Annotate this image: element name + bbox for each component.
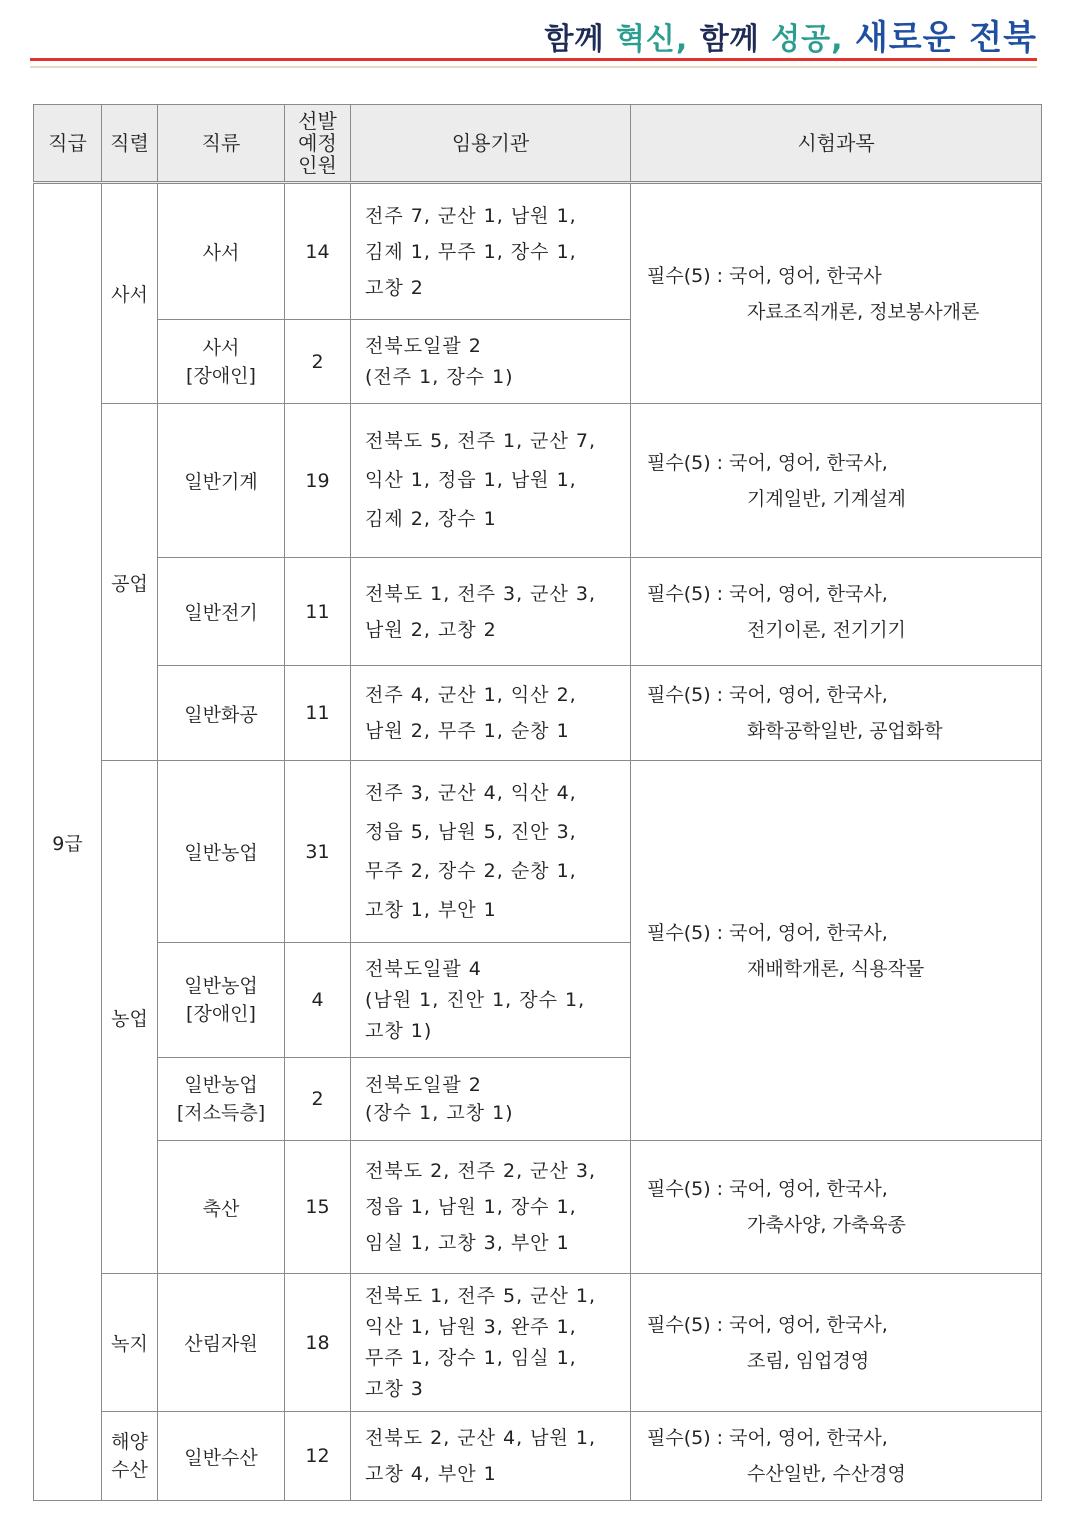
recruitment-table xyxy=(33,104,1042,1501)
table-header-row xyxy=(34,105,1042,183)
header-count xyxy=(285,105,351,183)
subjects-cell xyxy=(631,666,1042,761)
slogan-brand: 새로운 전북 xyxy=(854,18,1037,58)
slogan-prefix-2: 함께 xyxy=(699,22,760,57)
subjects-cell xyxy=(631,1412,1042,1501)
series-cell: 농업 xyxy=(102,761,158,1274)
agency-line: 고창 1, 부안 1 xyxy=(365,898,497,921)
agency-line: 무주 1, 장수 1, 임실 1, xyxy=(365,1346,577,1369)
subjects-required: 필수(5) : 국어, 영어, 한국사, xyxy=(647,921,888,944)
class-line: 사서 xyxy=(202,336,240,359)
subjects-major: 자료조직개론, 정보봉사개론 xyxy=(747,300,980,323)
class-cell xyxy=(158,320,285,404)
subjects-cell xyxy=(631,761,1042,1141)
slogan-word-2: 성공, xyxy=(771,22,844,57)
agency-line: 전북도 5, 전주 1, 군산 7, xyxy=(365,430,597,452)
count-cell: 14 xyxy=(285,183,351,320)
series-cell: 녹지 xyxy=(102,1274,158,1412)
agency-line: 전주 7, 군산 1, 남원 1, xyxy=(365,204,577,227)
subjects-major: 가축사양, 가축육종 xyxy=(747,1214,906,1236)
class-cell: 일반전기 xyxy=(158,558,285,666)
header-count-line: 예정 xyxy=(298,131,337,155)
series-cell xyxy=(102,1412,158,1501)
header-class: 직류 xyxy=(158,105,285,183)
agency-line: 김제 2, 장수 1 xyxy=(365,508,497,530)
agency-line: 익산 1, 남원 3, 완주 1, xyxy=(365,1315,577,1338)
table-row xyxy=(34,404,1042,558)
agency-line: (전주 1, 장수 1) xyxy=(365,365,514,388)
agency-cell xyxy=(351,761,631,943)
agency-cell xyxy=(351,558,631,666)
class-line: 일반농업 xyxy=(184,975,258,997)
class-cell: 축산 xyxy=(158,1141,285,1274)
subjects-major: 전기이론, 전기기기 xyxy=(747,618,906,641)
agency-line: 정읍 5, 남원 5, 진안 3, xyxy=(365,820,577,843)
count-cell: 4 xyxy=(285,943,351,1058)
count-cell: 2 xyxy=(285,320,351,404)
agency-cell xyxy=(351,404,631,558)
agency-line: 임실 1, 고창 3, 부안 1 xyxy=(365,1232,570,1254)
agency-line: 전북도 1, 전주 3, 군산 3, xyxy=(365,582,597,605)
subjects-cell xyxy=(631,1274,1042,1412)
agency-line: (장수 1, 고창 1) xyxy=(365,1102,514,1124)
header-series: 직렬 xyxy=(102,105,158,183)
class-cell xyxy=(158,1058,285,1141)
subjects-major: 수산일반, 수산경영 xyxy=(747,1463,906,1485)
series-cell: 공업 xyxy=(102,404,158,761)
table-row xyxy=(34,1412,1042,1501)
table-row xyxy=(34,761,1042,943)
count-cell: 12 xyxy=(285,1412,351,1501)
subjects-required: 필수(5) : 국어, 영어, 한국사, xyxy=(647,582,888,605)
subjects-cell xyxy=(631,1141,1042,1274)
class-line: [장애인] xyxy=(186,364,256,387)
table-row xyxy=(34,1274,1042,1412)
agency-line: 전북도 1, 전주 5, 군산 1, xyxy=(365,1284,597,1307)
grade-cell: 9급 xyxy=(34,183,102,1501)
slogan-prefix-1: 함께 xyxy=(544,22,605,57)
subjects-required: 필수(5) : 국어, 영어, 한국사, xyxy=(647,1178,888,1200)
agency-line: 전북도일괄 2 xyxy=(365,1074,482,1096)
agency-cell xyxy=(351,320,631,404)
agency-line: 고창 2 xyxy=(365,276,424,299)
slogan-word-1: 혁신, xyxy=(615,22,689,57)
count-cell: 11 xyxy=(285,558,351,666)
class-line: [장애인] xyxy=(186,1003,256,1025)
agency-line: 전북도일괄 2 xyxy=(365,334,482,357)
subjects-cell xyxy=(631,404,1042,558)
count-cell: 19 xyxy=(285,404,351,558)
header-grade: 직급 xyxy=(34,105,102,183)
header-divider-red xyxy=(30,58,1037,61)
class-cell: 산림자원 xyxy=(158,1274,285,1412)
count-cell: 11 xyxy=(285,666,351,761)
class-cell: 일반농업 xyxy=(158,761,285,943)
agency-line: 전북도 2, 군산 4, 남원 1, xyxy=(365,1427,597,1449)
agency-cell xyxy=(351,1412,631,1501)
class-cell: 일반기계 xyxy=(158,404,285,558)
series-line: 해양 xyxy=(111,1431,148,1453)
subjects-cell xyxy=(631,558,1042,666)
agency-cell xyxy=(351,943,631,1058)
agency-line: 정읍 1, 남원 1, 장수 1, xyxy=(365,1196,577,1218)
subjects-required: 필수(5) : 국어, 영어, 한국사, xyxy=(647,1427,888,1449)
subjects-major: 기계일반, 기계설계 xyxy=(747,487,906,510)
table-row xyxy=(34,183,1042,320)
header-count-line: 선발 xyxy=(298,109,337,133)
subjects-required: 필수(5) : 국어, 영어, 한국사 xyxy=(647,264,882,287)
header-agency: 임용기관 xyxy=(351,105,631,183)
agency-line: 고창 3 xyxy=(365,1377,424,1400)
subjects-required: 필수(5) : 국어, 영어, 한국사, xyxy=(647,684,888,706)
agency-line: 전주 4, 군산 1, 익산 2, xyxy=(365,684,577,706)
agency-cell xyxy=(351,666,631,761)
agency-cell xyxy=(351,1058,631,1141)
header-slogan xyxy=(544,10,1037,59)
count-cell: 2 xyxy=(285,1058,351,1141)
header-count-line: 인원 xyxy=(298,153,337,177)
agency-line: 고창 4, 부안 1 xyxy=(365,1463,497,1485)
subjects-major: 재배학개론, 식용작물 xyxy=(747,957,925,980)
class-line: [저소득층] xyxy=(176,1102,266,1124)
agency-line: 고창 1) xyxy=(365,1019,433,1042)
agency-line: 남원 2, 고창 2 xyxy=(365,618,497,641)
agency-line: 전주 3, 군산 4, 익산 4, xyxy=(365,781,577,804)
subjects-cell xyxy=(631,183,1042,404)
subjects-required: 필수(5) : 국어, 영어, 한국사, xyxy=(647,1313,888,1336)
agency-line: 무주 2, 장수 2, 순창 1, xyxy=(365,859,577,882)
class-cell: 사서 xyxy=(158,183,285,320)
class-line: 일반농업 xyxy=(184,1074,258,1096)
agency-cell xyxy=(351,183,631,320)
class-cell: 일반수산 xyxy=(158,1412,285,1501)
table-row xyxy=(34,666,1042,761)
series-cell: 사서 xyxy=(102,183,158,404)
table-row xyxy=(34,558,1042,666)
agency-line: 전북도일괄 4 xyxy=(365,957,482,980)
class-cell: 일반화공 xyxy=(158,666,285,761)
count-cell: 15 xyxy=(285,1141,351,1274)
count-cell: 31 xyxy=(285,761,351,943)
agency-line: 김제 1, 무주 1, 장수 1, xyxy=(365,240,577,263)
agency-cell xyxy=(351,1141,631,1274)
class-cell xyxy=(158,943,285,1058)
subjects-required: 필수(5) : 국어, 영어, 한국사, xyxy=(647,451,888,474)
header-subjects: 시험과목 xyxy=(631,105,1042,183)
subjects-major: 화학공학일반, 공업화학 xyxy=(747,720,943,742)
series-line: 수산 xyxy=(111,1459,148,1481)
table-row xyxy=(34,1141,1042,1274)
count-cell: 18 xyxy=(285,1274,351,1412)
agency-line: 남원 2, 무주 1, 순창 1 xyxy=(365,720,570,742)
header-divider-tan xyxy=(30,66,1037,68)
agency-line: (남원 1, 진안 1, 장수 1, xyxy=(365,988,586,1011)
subjects-major: 조림, 임업경영 xyxy=(747,1349,870,1372)
agency-line: 익산 1, 정읍 1, 남원 1, xyxy=(365,469,577,491)
agency-line: 전북도 2, 전주 2, 군산 3, xyxy=(365,1160,597,1182)
agency-cell xyxy=(351,1274,631,1412)
